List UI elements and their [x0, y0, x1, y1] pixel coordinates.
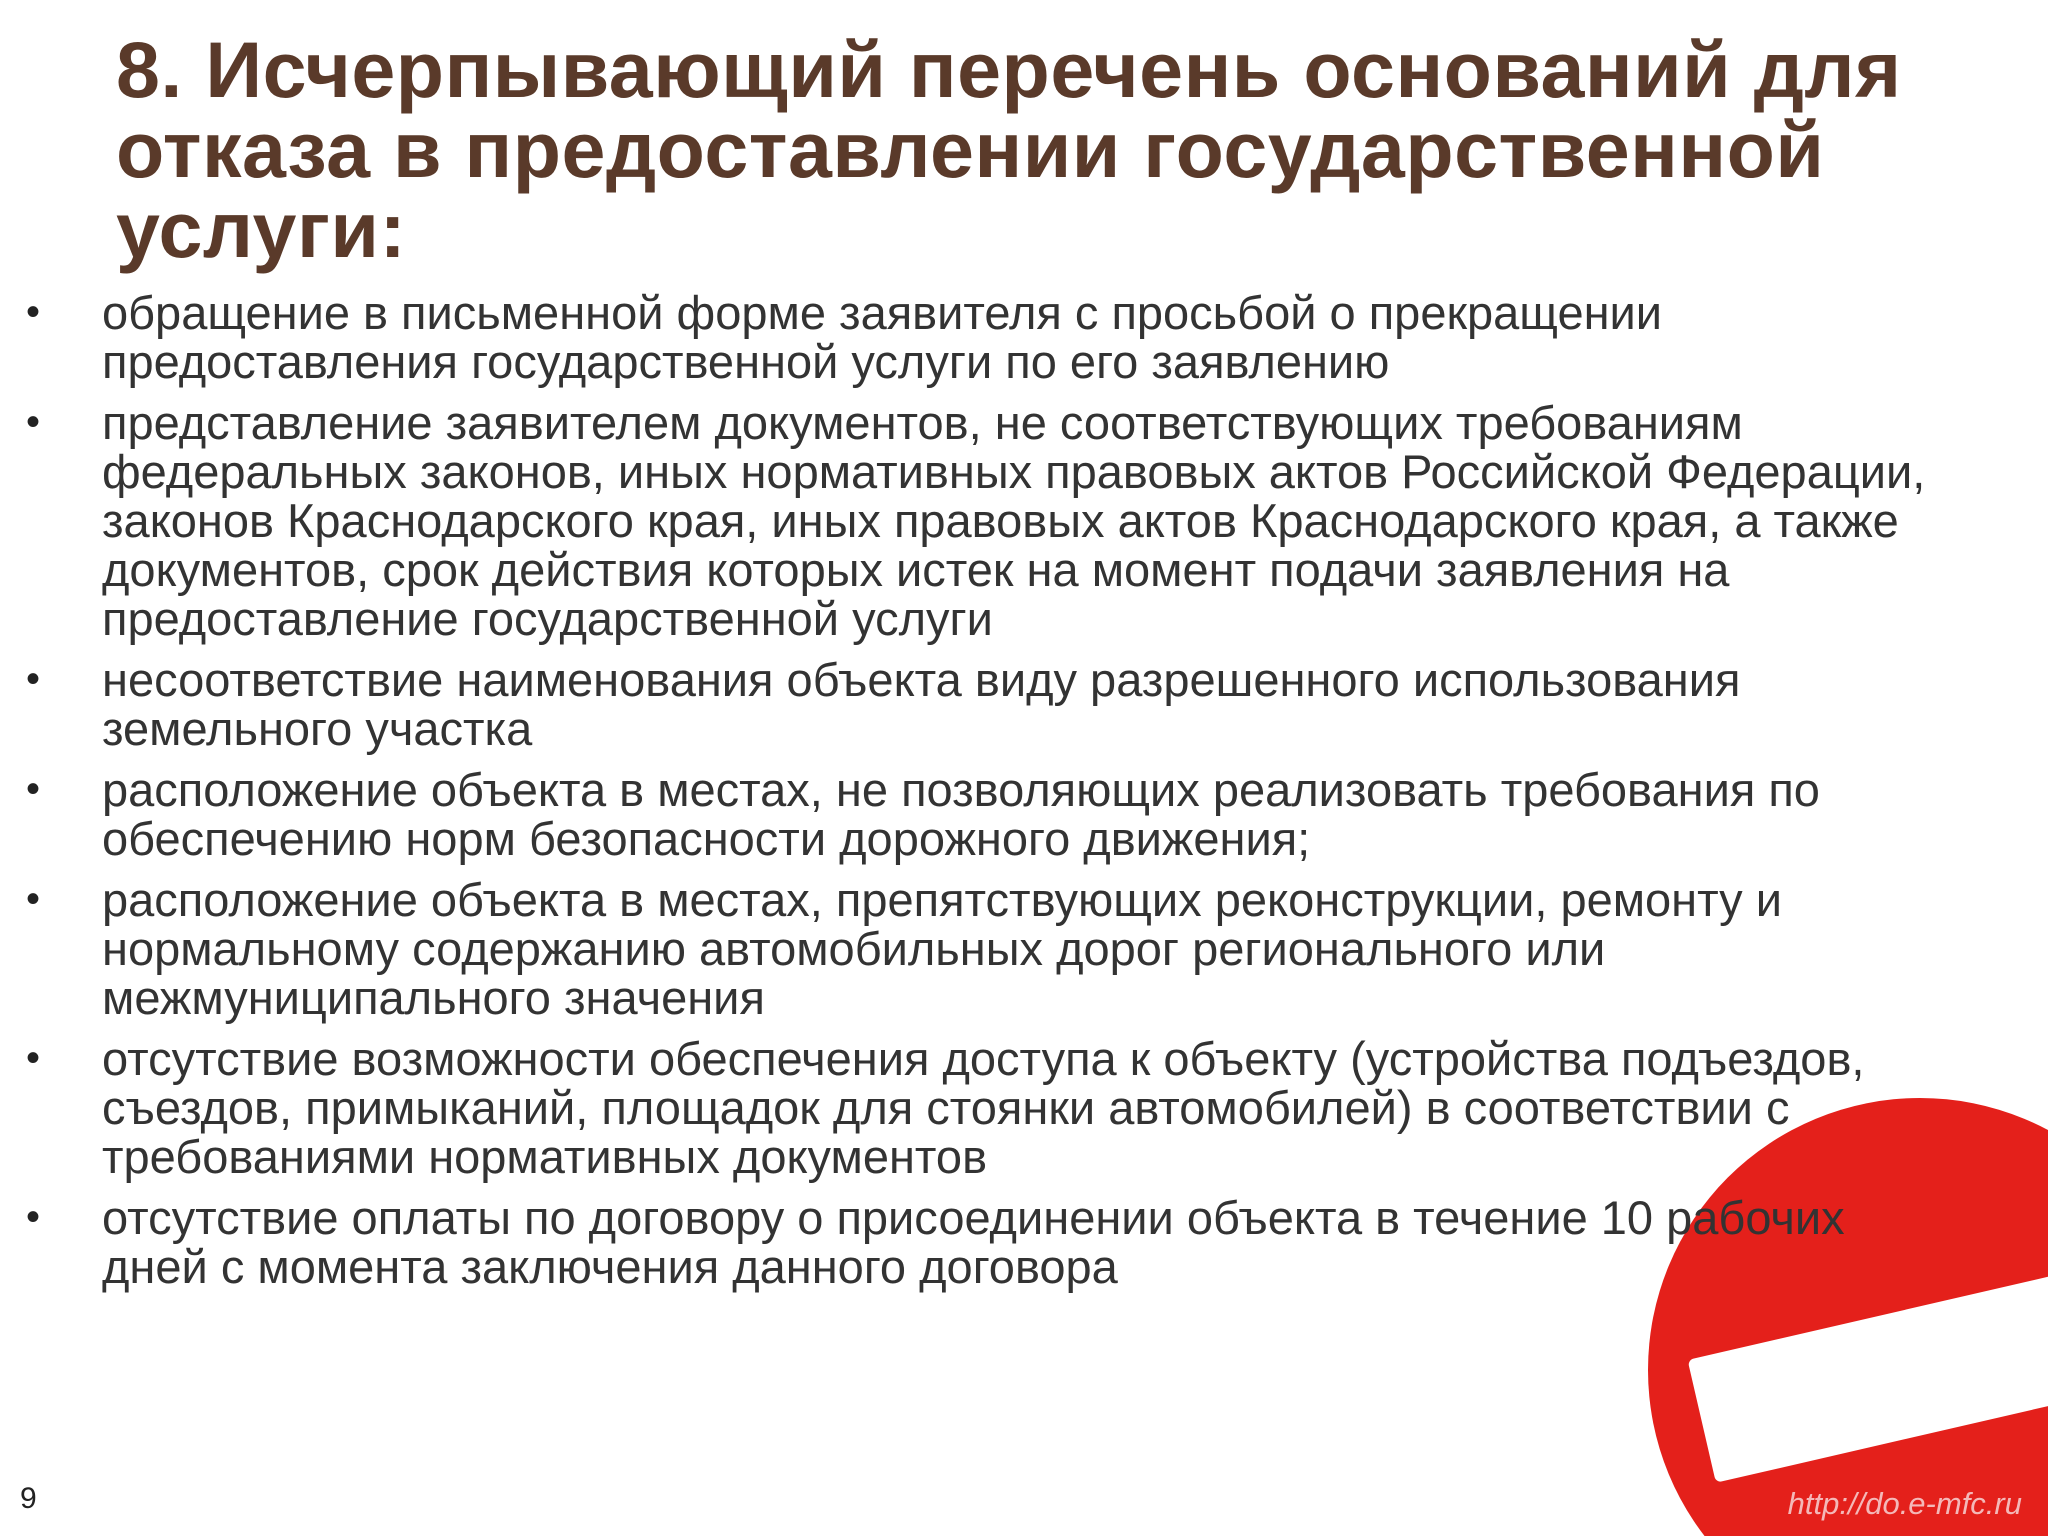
list-item-text: представление заявителем документов, не соответствующих требованиям федеральных законов, иных нормативных правовых актов Российской Федерации, законов Краснодарского края, иных правовых актов Краснодарского края, а также документов, срок действия которых истек на момент подачи заявления на предоставление государственной услуги [102, 396, 1926, 645]
bullet-icon: • [26, 290, 41, 334]
slide-title: 8. Исчерпывающий перечень оснований для отказа в предоставлении государственной услуги: [116, 25, 1902, 274]
bullet-icon: • [26, 1195, 41, 1239]
watermark-url: http://do.e-mfc.ru [1787, 1486, 2022, 1521]
bullet-list [0, 288, 1960, 1303]
list-item [0, 398, 1960, 643]
bullet-icon: • [26, 877, 41, 921]
list-item-text: несоответствие наименования объекта виду разрешенного использования земельного участка [102, 653, 1741, 755]
list-item-text: расположение объекта в местах, не позволяющих реализовать требования по обеспечению норм безопасности дорожного движения; [102, 763, 1820, 865]
list-item-text: отсутствие оплаты по договору о присоединении объекта в течение 10 рабочих дней с момента заключения данного договора [102, 1191, 1845, 1293]
list-item [0, 1193, 1960, 1291]
list-item [0, 655, 1960, 753]
list-item [0, 288, 1960, 386]
bullet-icon: • [26, 400, 41, 444]
bullet-icon: • [26, 767, 41, 811]
list-item-text: отсутствие возможности обеспечения доступа к объекту (устройства подъездов, съездов, примыканий, площадок для стоянки автомобилей) в соответствии с требованиями нормативных документов [102, 1032, 1865, 1183]
list-item-text: обращение в письменной форме заявителя с просьбой о прекращении предоставления государственной услуги по его заявлению [102, 286, 1663, 388]
page-number: 9 [20, 1482, 37, 1515]
list-item [0, 1034, 1960, 1181]
list-item [0, 765, 1960, 863]
list-item [0, 875, 1960, 1022]
bullet-icon: • [26, 657, 41, 701]
list-item-text: расположение объекта в местах, препятствующих реконструкции, ремонту и нормальному содержанию автомобильных дорог регионального или межмуниципального значения [102, 873, 1782, 1024]
bullet-icon: • [26, 1036, 41, 1080]
